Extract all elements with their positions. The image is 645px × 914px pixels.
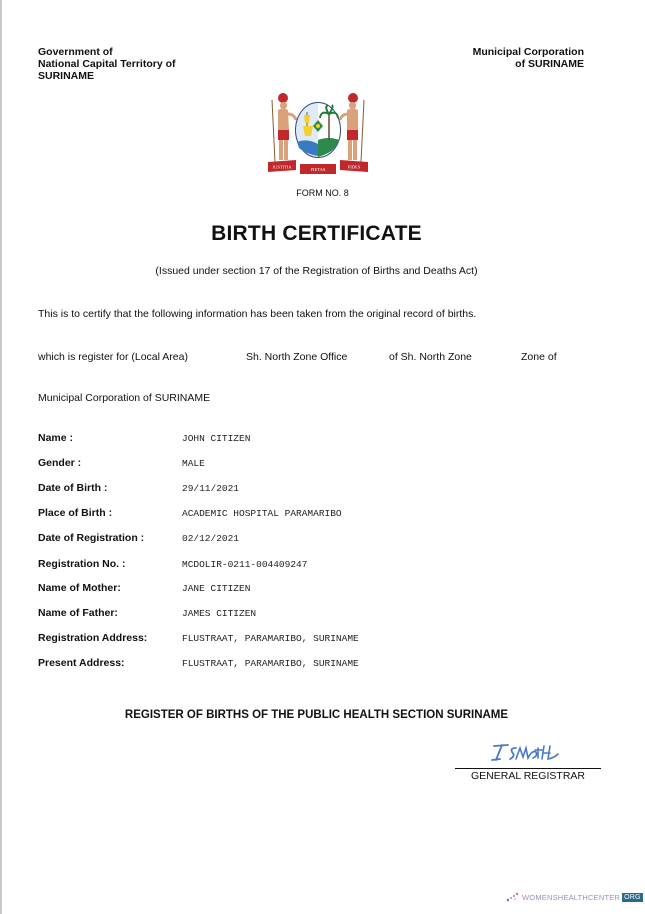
government-header-line-3: SURINAME (38, 70, 95, 82)
field-label: Registration Address: (38, 632, 148, 644)
municipal-header-line-2: of SURINAME (515, 58, 584, 70)
government-header-line-2: National Capital Territory of (38, 58, 176, 70)
field-label: Gender : (38, 457, 82, 469)
field-value: MALE (182, 458, 205, 469)
field-row-date-of-registration (38, 532, 538, 548)
local-area-office: Sh. North Zone Office (246, 351, 348, 363)
signature-icon (486, 740, 566, 764)
page-left-border (0, 0, 2, 914)
field-value: ACADEMIC HOSPITAL PARAMARIBO (182, 508, 342, 519)
field-value: 29/11/2021 (182, 483, 240, 494)
register-title: REGISTER OF BIRTHS OF THE PUBLIC HEALTH SECTION SURINAME (124, 709, 509, 721)
field-label: Date of Birth : (38, 482, 108, 494)
field-label: Present Address: (38, 657, 125, 669)
watermark-org-badge: ORG (624, 893, 641, 901)
field-row-name (38, 432, 538, 448)
local-area-prefix: which is register for (Local Area) (38, 351, 188, 363)
local-area-suffix: Zone of (521, 351, 557, 363)
field-value: FLUSTRAAT, PARAMARIBO, SURINAME (182, 633, 359, 644)
field-row-date-of-birth (38, 482, 538, 498)
field-value: 02/12/2021 (182, 533, 240, 544)
field-label: Name of Mother: (38, 582, 121, 594)
field-label: Date of Registration : (38, 532, 145, 544)
field-row-registration-address (38, 632, 538, 648)
field-row-mother-name (38, 582, 538, 598)
watermark-text: WOMENSHEALTHCENTER (522, 892, 621, 902)
field-label: Name : (38, 432, 74, 444)
field-value: JAMES CITIZEN (182, 608, 257, 619)
right-supporter-figure (340, 93, 364, 162)
field-row-gender (38, 457, 538, 473)
field-value: FLUSTRAAT, PARAMARIBO, SURINAME (182, 658, 359, 669)
municipal-line: Municipal Corporation of SURINAME (38, 392, 211, 404)
municipal-header-line-1: Municipal Corporation (472, 46, 584, 58)
document-subtitle: (Issued under section 17 of the Registration of Births and Deaths Act) (155, 265, 478, 277)
document-title: BIRTH CERTIFICATE (211, 222, 422, 245)
field-value: JOHN CITIZEN (182, 433, 251, 444)
field-row-place-of-birth (38, 507, 538, 523)
motto-ribbon (268, 160, 368, 174)
shield (296, 103, 340, 157)
suriname-coat-of-arms-icon (266, 90, 370, 178)
field-row-present-address (38, 657, 538, 673)
field-label: Registration No. : (38, 558, 126, 570)
svg-text:JUSTITIA: JUSTITIA (272, 164, 292, 170)
form-number: FORM NO. 8 (296, 188, 349, 198)
signature-line (455, 768, 601, 769)
watermark (506, 892, 643, 902)
field-label: Name of Father: (38, 607, 118, 619)
local-area-zone: of Sh. North Zone (389, 351, 472, 363)
svg-text:PIETAS: PIETAS (310, 167, 326, 172)
field-row-father-name (38, 607, 538, 623)
field-value: MCDOLIR-0211-004409247 (182, 559, 308, 570)
government-header (38, 46, 176, 82)
svg-text:FIDES: FIDES (347, 164, 361, 170)
left-supporter-figure (272, 93, 296, 162)
watermark-dots-icon (506, 892, 520, 902)
government-header-line-1: Government of (38, 46, 113, 58)
field-row-registration-no (38, 558, 538, 574)
general-registrar-label: GENERAL REGISTRAR (471, 770, 585, 782)
certify-statement: This is to certify that the following information has been taken from the original record of births. (38, 308, 477, 320)
field-value: JANE CITIZEN (182, 583, 251, 594)
field-label: Place of Birth : (38, 507, 113, 519)
municipal-header (473, 46, 584, 70)
